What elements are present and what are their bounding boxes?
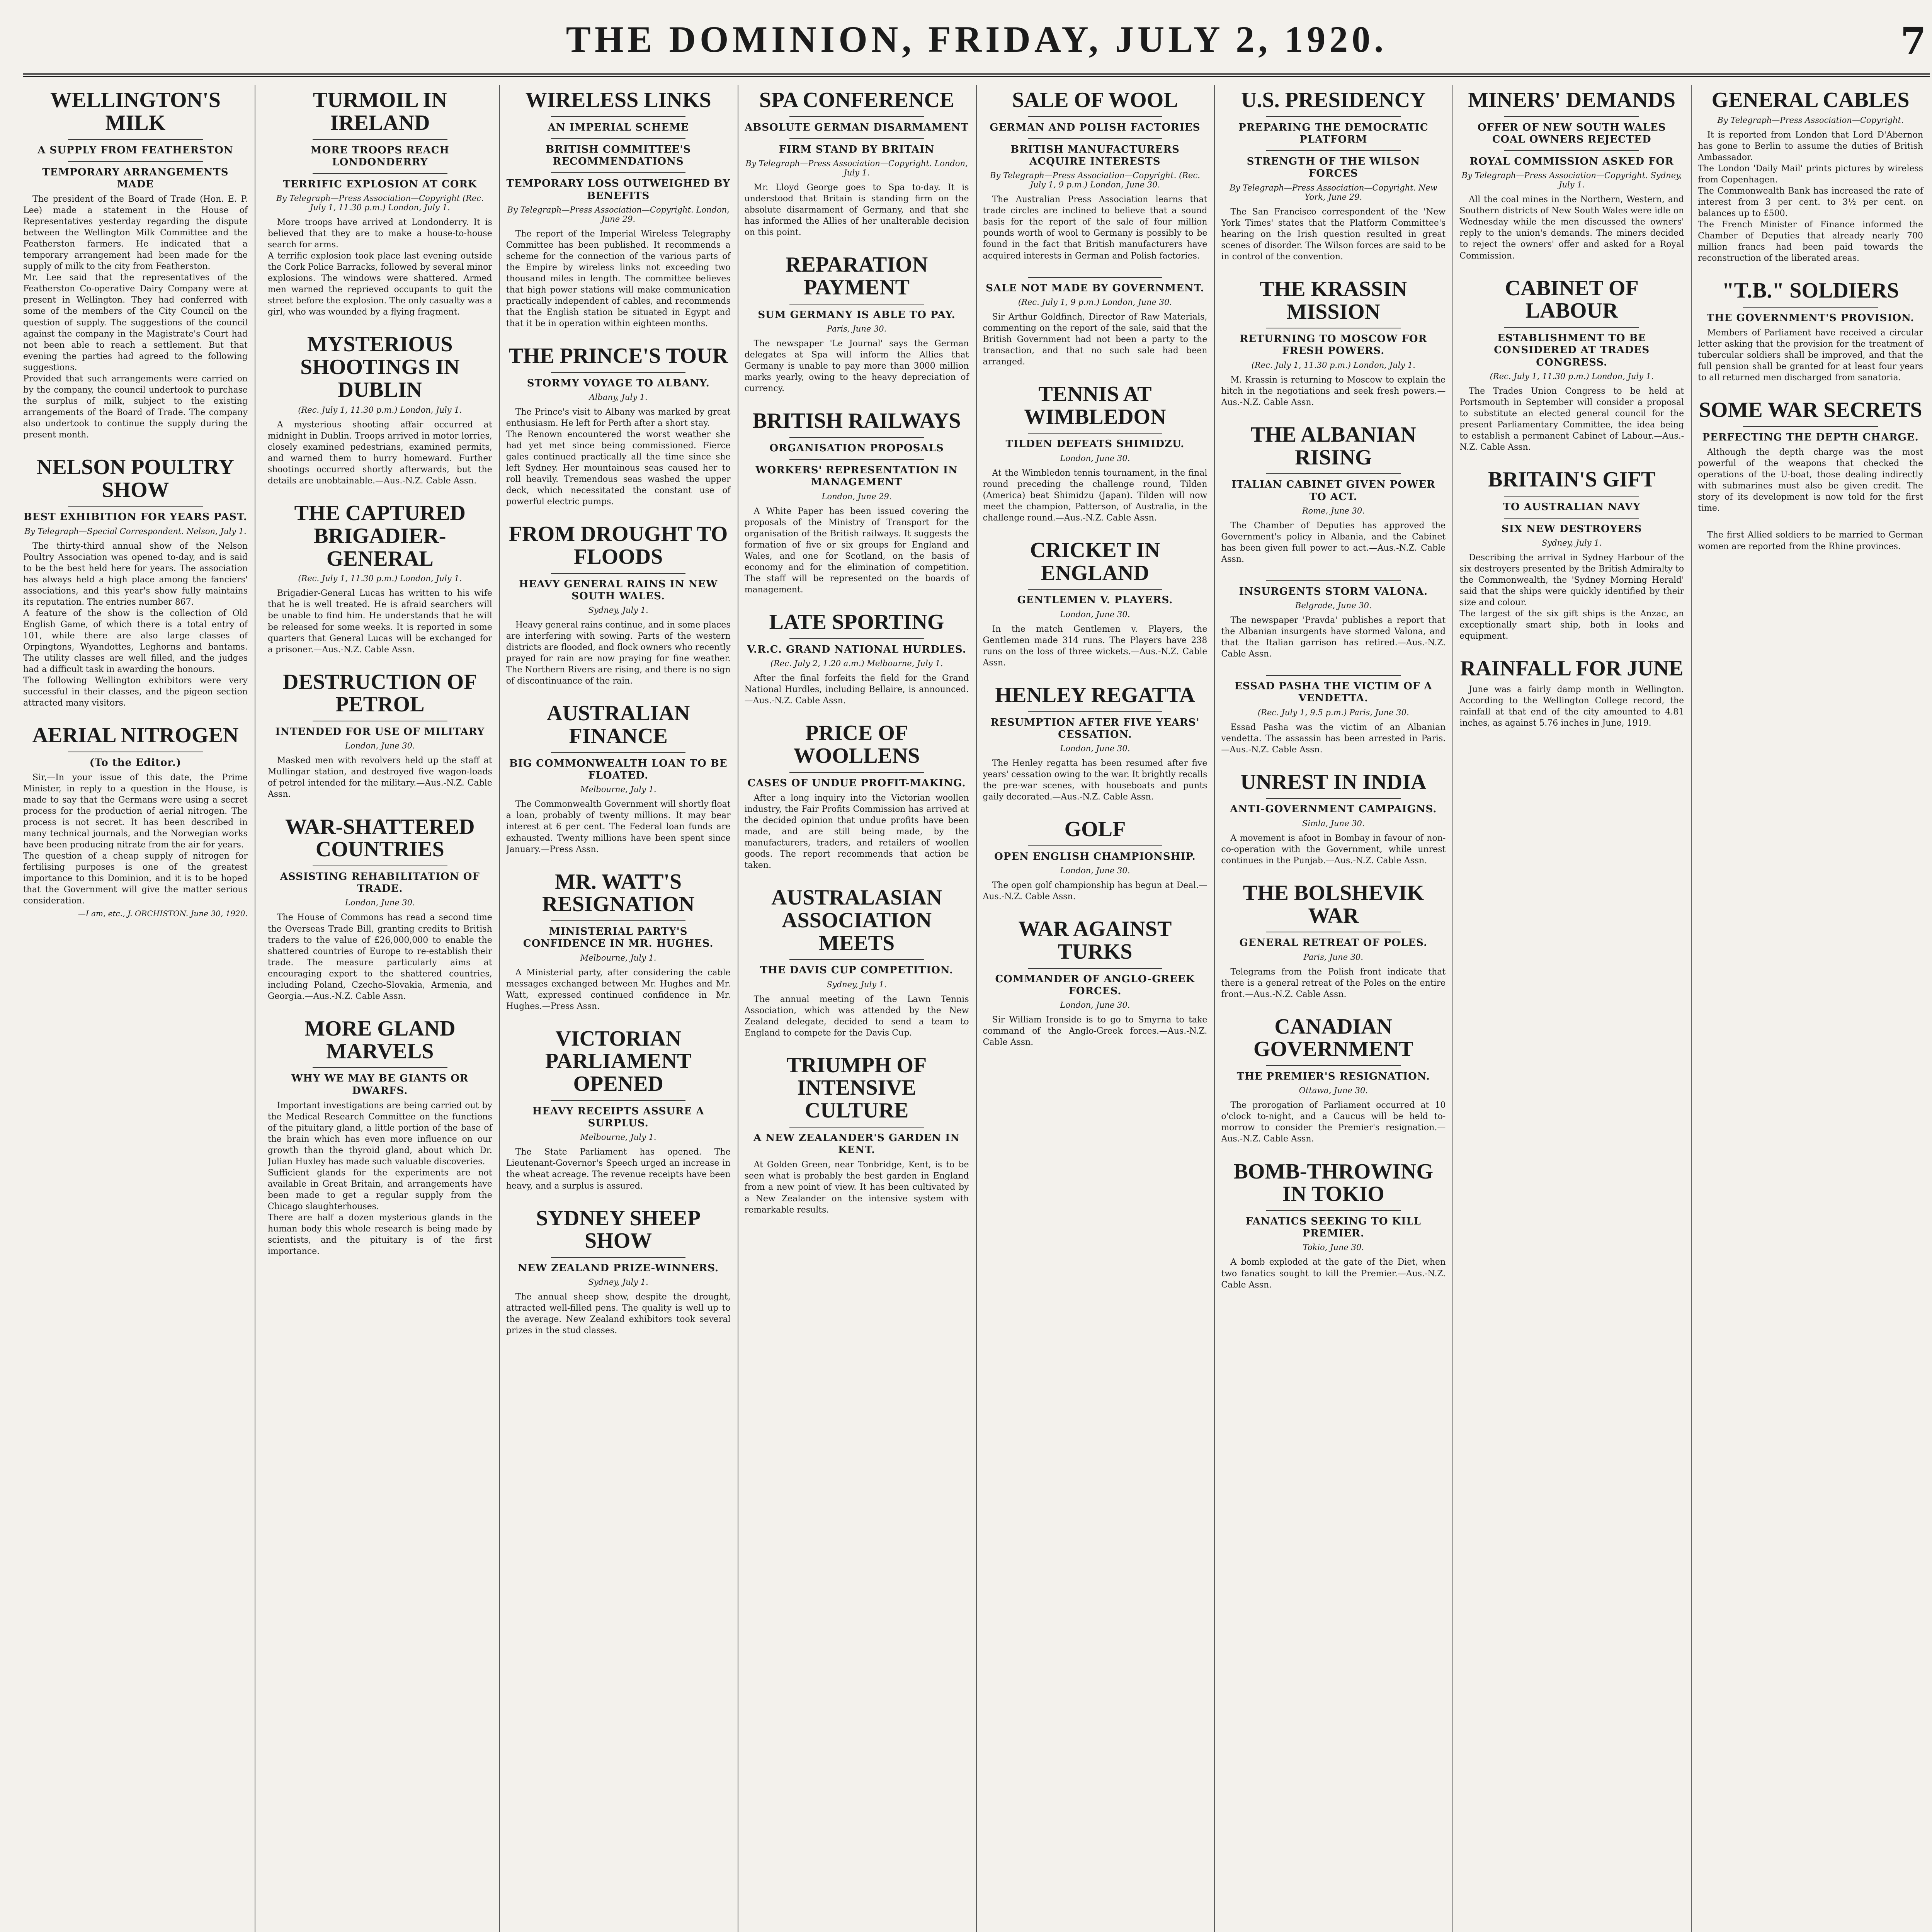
divider (1028, 277, 1163, 278)
article (1459, 657, 1684, 729)
article-body: The San Francisco correspondent of the 'New York Times' states that the Platform Committee's hearing on the Irish question resulted in great scenes of disorder. The Wilson forces are said to be in control of the convention. (1221, 207, 1446, 262)
article-byline: Rome, June 30. (1302, 506, 1365, 515)
article (745, 722, 969, 871)
article-subheading: TO AUSTRALIAN NAVY (1503, 501, 1641, 513)
article-body: The president of the Board of Trade (Hon. E. P. Lee) made a statement in the House of Representatives yesterday regarding the dispute between the Wellington Milk Committee and the Featherston farmers. He indicated that a temporary arrangement had been made for the supply of milk to the city from Featherston. Mr. Lee said that the representatives of the Featherston Co-operative Dairy Company were at present in Wellington. They had conferred with some of the members of the City Council on the question of supply. The suggestions of the council against the company in the Magistrate's Court had not been able to reach a settlement. But that evening the parties had agreed to the following suggestions. Provided that such arrangements were carried on by the company, the council undertook to purchase the surplus of milk, subject to the existing arrangements of the Board of Trade. The company also undertook to continue the supply during the present month. (23, 194, 248, 440)
divider (1028, 433, 1163, 434)
article-headline: CANADIAN GOVERNMENT (1253, 1014, 1413, 1061)
article-body: In the match Gentlemen v. Players, the Gentlemen made 314 runs. The Players have 238 runs on the loss of three wickets.—Aus.-N.Z. Cable Assn. (983, 624, 1208, 668)
article (745, 886, 969, 1039)
article-subheading: A SUPPLY FROM FEATHERSTON (37, 144, 233, 156)
article-byline: (Rec. July 1, 9 p.m.) London, June 30. (1018, 297, 1172, 307)
article-byline: By Telegraph—Press Association—Copyright. London, July 1. (745, 159, 968, 178)
article-body: June was a fairly damp month in Wellington. According to the Wellington College record, the rainfall at that end of the city amounted to 4.81 inches, as against 5.76 inches in June, 1919. (1459, 685, 1684, 728)
article (506, 702, 731, 855)
article-body: Although the depth charge was the most powerful of the weapons that checked the operations of the U-boat, those dealing indirectly with submarines must also be given credit. The story of its development is now told for the first time. (1698, 447, 1923, 514)
article-body: At the Wimbledon tennis tournament, in the final round preceding the challenge round, Tilden (America) beat Shimidzu (Japan). Tilden will now meet the champion, Patterson, of Australia, in the challenge round.—Aus.-N.Z. Cable Assn. (983, 468, 1208, 523)
article-body: The open golf championship has begun at Deal.—Aus.-N.Z. Cable Assn. (983, 881, 1208, 902)
article-byline: By Telegraph—Press Association—Copyright. (1717, 115, 1904, 125)
divider (551, 1100, 686, 1101)
column-6 (1221, 85, 1453, 1932)
article (506, 89, 731, 329)
article-subheading: BRITISH MANUFACTURERS ACQUIRE INTERESTS (1010, 143, 1180, 168)
article-byline: By Telegraph—Special Correspondent. Nelson, July 1. (24, 526, 247, 536)
divider (1266, 580, 1401, 581)
article-byline: By Telegraph—Press Association—Copyright. (Rec. July 1, 9 p.m.) London, June 30. (990, 171, 1200, 190)
divider (789, 772, 924, 773)
article-headline: BRITISH RAILWAYS (752, 409, 961, 433)
divider (551, 116, 686, 117)
article-body: The annual meeting of the Lawn Tennis Association, which was attended by the New Zealand delegate, decided to send a team to England to compete for the Davis Cup. (744, 994, 969, 1038)
article-body: Essad Pasha was the victim of an Albanian vendetta. The assassin has been arrested in Paris.—Aus.-N.Z. Cable Assn. (1221, 722, 1446, 755)
article-body: A bomb exploded at the gate of the Diet, when two fanatics sought to kill the Premier.—Aus.-N.Z. Cable Assn. (1221, 1257, 1446, 1290)
article-byline: (Rec. July 1, 11.30 p.m.) London, July 1. (298, 574, 462, 583)
divider (1028, 116, 1163, 117)
article (268, 502, 492, 655)
article-body: The thirty-third annual show of the Nelson Poultry Association was opened to-day, and is said to be the best held here for years. The association has always held a high place among the fanciers' associations, and this year's show fully maintains its reputation. The entries number 867. A feature of the show is the collection of Old English Game, of which there is a total entry of 101, while there are also large classes of Orpingtons, Wyandottes, Leghorns and bantams. The utility classes are well filled, and the judges had a difficult task in awarding the honours. The following Wellington exhibitors were very successful in their classes, and the pigeon section attracted many visitors. (23, 541, 248, 708)
article-byline: Sydney, July 1. (588, 1277, 648, 1287)
article-body: Describing the arrival in Sydney Harbour of the six destroyers presented by the British Admiralty to the Commonwealth, the 'Sydney Morning Herald' said that the ships were quickly identified by their size and colour. The largest of the six gift ships is the Anzac, an exceptionally smart ship, both in looks and equipment. (1459, 553, 1684, 641)
article-byline: London, June 30. (1060, 453, 1130, 463)
divider (789, 437, 924, 438)
article (1698, 89, 1923, 264)
article (506, 1207, 731, 1337)
article-headline: AERIAL NITROGEN (32, 723, 239, 748)
article-byline: By Telegraph—Press Association—Copyright (Rec. July 1, 11.30 p.m.) London, July 1. (276, 194, 484, 213)
columns-container (23, 85, 1930, 1932)
article-body: The Chamber of Deputies has approved the Government's policy in Albania, and the Cabinet has been given full power to act.—Aus.-N.Z. Cable Assn. (1221, 520, 1446, 564)
article-subheading: ROYAL COMMISSION ASKED FOR (1469, 156, 1674, 168)
article-subheading: INSURGENTS STORM VALONA. (1239, 585, 1428, 597)
article-body: More troops have arrived at Londonderry. It is believed that they are to make a house-to-house search for arms. A terrific explosion took place last evening outside the Cork Police Barracks, followed by several minor explosions. The windows were shattered. Armed men warned the reprieved occupants to quit the street before the explosion. The only casualty was a girl, who was wounded by a flying fragment. (267, 218, 492, 317)
article-subheading: THE GOVERNMENT'S PROVISION. (1706, 312, 1915, 324)
article-headline: UNREST IN INDIA (1240, 770, 1427, 794)
article (1221, 580, 1446, 660)
article-body: The House of Commons has read a second time the Overseas Trade Bill, granting credits to British traders to the value of £26,000,000 to enable the shattered countries of Europe to re-establish their trade. The measure particularly aims at encouraging export to the shattered countries, including Poland, Czecho-Slovakia, Armenia, and Georgia.—Aus.-N.Z. Cable Assn. (267, 913, 492, 1001)
article-byline: Tokio, June 30. (1303, 1243, 1364, 1252)
article-subheading: THE PREMIER'S RESIGNATION. (1236, 1071, 1430, 1083)
column-5 (983, 85, 1215, 1932)
article-byline: (Rec. July 1, 11.30 p.m.) London, July 1. (298, 405, 462, 415)
article-body: It is reported from London that Lord D'Abernon has gone to Berlin to assume the duties of British Ambassador. The London 'Daily Mail' prints pictures by wireless from Copenhagen. The Commonwealth Bank has increased the rate of interest from 3 per cent. to 3½ per cent. on balances up to £500. The French Minister of Finance informed the Chamber of Deputies that already nearly 700 million francs had been paid towards the reconstruction of the liberated areas. (1698, 130, 1923, 264)
column-2 (268, 85, 500, 1932)
article (268, 89, 492, 318)
article-subheading: MORE TROOPS REACH LONDONDERRY (310, 144, 450, 168)
article-byline: Simla, June 30. (1302, 818, 1365, 828)
divider (1504, 116, 1639, 117)
article (23, 89, 248, 440)
divider (789, 138, 924, 139)
article-byline: Paris, June 30. (827, 324, 887, 334)
divider (68, 161, 203, 162)
article-body: All the coal mines in the Northern, Western, and Southern districts of New South Wales were idle on Wednesday while the men discussed the owners' reply to the union's demands. The miners decided to reject the owners' offer and asked for a Royal Commission. (1459, 195, 1684, 261)
article (268, 333, 492, 486)
article-byline: London, June 30. (345, 741, 415, 751)
article-subheading: A NEW ZEALANDER'S GARDEN IN KENT. (753, 1132, 960, 1156)
article-headline: MORE GLAND MARVELS (304, 1016, 456, 1063)
article-headline: CRICKET IN ENGLAND (1030, 538, 1160, 585)
article-body: Mr. Lloyd George goes to Spa to-day. It is understood that Britain is standing firm on the absolute disarmament of Germany, and that she has informed the Allies of her unalterable decision on this point. (744, 183, 969, 238)
article-byline: By Telegraph—Press Association—Copyright. London, June 29. (507, 205, 730, 224)
article-byline: (Rec. July 1, 11.30 p.m.) London, July 1. (1490, 371, 1654, 381)
article-subheading: ESSAD PASHA THE VICTIM OF A VENDETTA. (1235, 680, 1432, 704)
article (1459, 89, 1684, 262)
article (1221, 675, 1446, 755)
article-subheading: FANATICS SEEKING TO KILL PREMIER. (1245, 1216, 1421, 1240)
article-headline: LATE SPORTING (769, 610, 944, 634)
article-subheading: OPEN ENGLISH CHAMPIONSHIP. (994, 850, 1196, 862)
article-subheading: SIX NEW DESTROYERS (1501, 523, 1642, 535)
article (745, 89, 969, 238)
article (1698, 529, 1923, 552)
article-byline: London, June 30. (1060, 609, 1130, 619)
article (1459, 277, 1684, 453)
article (983, 383, 1208, 524)
article-body: Brigadier-General Lucas has written to his wife that he is well treated. He is afraid searchers will be unable to find him. He understands that he will be released for some weeks. It is reported in some quarters that General Lucas will be exchanged for a prisoner.—Aus.-N.Z. Cable Assn. (267, 588, 492, 655)
article-headline: VICTORIAN PARLIAMENT OPENED (545, 1026, 692, 1096)
article-headline: PRICE OF WOOLLENS (793, 721, 920, 768)
article-headline: THE BOLSHEVIK WAR (1243, 881, 1424, 928)
article-body: The Henley regatta has been resumed after five years' cessation owing to the war. It brightly recalls the pre-war scenes, with houseboats and punts gaily decorated.—Aus.-N.Z. Cable Assn. (983, 758, 1208, 802)
article (983, 684, 1208, 803)
article-headline: TURMOIL IN IRELAND (313, 88, 447, 135)
divider (68, 506, 203, 507)
article-body: M. Krassin is returning to Moscow to explain the hitch in the negotiations and seek fresh powers.—Aus.-N.Z. Cable Assn. (1221, 375, 1446, 407)
article-headline: FROM DROUGHT TO FLOODS (509, 522, 728, 569)
divider (789, 459, 924, 460)
article (983, 277, 1208, 367)
article-subheading: BEST EXHIBITION FOR YEARS PAST. (23, 511, 248, 523)
article-body: The annual sheep show, despite the drought, attracted well-filled pens. The quality is well up to the average. New Zealand exhibitors took several prizes in the stud classes. (506, 1292, 731, 1336)
article-subheading: WHY WE MAY BE GIANTS OR DWARFS. (291, 1073, 469, 1097)
article-subheading: V.R.C. GRAND NATIONAL HURDLES. (747, 643, 966, 655)
divider (1504, 518, 1639, 519)
divider (551, 920, 686, 921)
article-body: The newspaper 'Le Journal' says the German delegates at Spa will inform the Allies that Germany is unable to pay more than 3000 million marks yearly, owing to the heavy depreciation of currency. (744, 339, 969, 394)
article (1221, 1015, 1446, 1145)
article (1221, 882, 1446, 1000)
article-byline: Sydney, July 1. (588, 605, 648, 615)
article-subheading: HEAVY GENERAL RAINS IN NEW SOUTH WALES. (519, 578, 718, 602)
article (268, 1017, 492, 1257)
article-byline: Belgrade, June 30. (1295, 601, 1372, 611)
article-body: A White Paper has been issued covering the proposals of the Ministry of Transport for the organisation of the British railways. It suggests the formation of five or six groups for England and Wales, and one for Scotland, on the basis of economy and for the elimination of competition. The staff will be represented on the boards of management. (744, 506, 969, 595)
article-body: At Golden Green, near Tonbridge, Kent, is to be seen what is probably the best garden in England from a new point of view. It has been cultivated by a New Zealander on the intensive system with remarkable results. (744, 1160, 969, 1215)
article (1221, 771, 1446, 866)
article-subheading: NEW ZEALAND PRIZE-WINNERS. (518, 1262, 719, 1274)
divider (1028, 845, 1163, 846)
article-subheading: GERMAN AND POLISH FACTORIES (990, 121, 1201, 133)
article-subheading: RETURNING TO MOSCOW FOR FRESH POWERS. (1240, 333, 1427, 357)
article-headline: THE PRINCE'S TOUR (509, 344, 728, 368)
divider (551, 172, 686, 173)
article-byline: London, June 30. (1060, 743, 1130, 753)
divider (1266, 116, 1401, 117)
article (745, 410, 969, 595)
article-byline: Sydney, July 1. (1542, 538, 1602, 548)
article (983, 818, 1208, 902)
article-body: After the final forfeits the field for the Grand National Hurdles, including Bellaire, is announced.—Aus.-N.Z. Cable Assn. (744, 673, 969, 706)
article-subheading: GENERAL RETREAT OF POLES. (1239, 937, 1428, 949)
article-headline: GOLF (1064, 817, 1126, 842)
article-body: The Commonwealth Government will shortly float a loan, probably of twenty millions. It may bear interest at 6 per cent. The Federal loan funds are exhausted. Twenty millions have been spent since January.—Press Assn. (506, 799, 731, 854)
divider (1028, 968, 1163, 969)
article-byline: Albany, July 1. (589, 393, 648, 402)
article-body: The first Allied soldiers to be married to German women are reported from the Rhine provinces. (1698, 530, 1923, 551)
article (1459, 468, 1684, 642)
divider (551, 752, 686, 753)
divider (1504, 496, 1639, 497)
divider (1743, 307, 1878, 308)
article-subheading: THE DAVIS CUP COMPETITION. (760, 964, 954, 976)
article-body: A Ministerial party, after considering the cable messages exchanged between Mr. Hughes and Mr. Watt, expressed continued confidence in Mr. Hughes.—Press Assn. (506, 968, 731, 1011)
article-headline: BRITAIN'S GIFT (1488, 467, 1656, 492)
article-byline: Sydney, July 1. (827, 980, 887, 989)
article-headline: AUSTRALIAN FINANCE (547, 701, 690, 748)
article-subheading: GENTLEMEN V. PLAYERS. (1017, 594, 1173, 606)
article-subheading: TEMPORARY ARRANGEMENTS MADE (42, 166, 229, 190)
article-headline: DESTRUCTION OF PETROL (283, 670, 477, 717)
article-headline: WAR AGAINST TURKS (1018, 917, 1172, 964)
divider (1266, 1065, 1401, 1066)
article-byline: Melbourne, July 1. (580, 785, 656, 794)
divider (551, 573, 686, 574)
article-subheading: TERRIFIC EXPLOSION AT CORK (283, 178, 477, 190)
newspaper-page (23, 15, 1930, 1932)
article-byline: Melbourne, July 1. (580, 1133, 656, 1142)
article (23, 456, 248, 709)
article-body: Important investigations are being carried out by the Medical Research Committee on the functions of the pituitary gland, a little portion of the base of the brain which has even more influence on our growth than the thyroid gland, about which Dr. Julian Huxley has made such valuable discoveries. Sufficient glands for the experiments are not available in Great Britain, and arrangements have been made to get a regular supply from the Chicago slaughterhouses. There are half a dozen mysterious glands in the human body this whole research is being made by scientists, and the pituitary is of the first importance. (267, 1100, 492, 1257)
article-byline: London, June 30. (1060, 866, 1130, 876)
article (506, 345, 731, 507)
article-body: The prorogation of Parliament occurred at 10 o'clock to-night, and a Caucus will be held to-morrow to consider the Premier's resignation.—Aus.-N.Z. Cable Assn. (1221, 1100, 1446, 1144)
article-headline: WELLINGTON'S MILK (50, 88, 221, 135)
page-number: 7 (1900, 19, 1926, 63)
article-subheading: BRITISH COMMITTEE'S RECOMMENDATIONS (546, 143, 691, 168)
article-byline: London, June 29. (821, 492, 892, 501)
divider (1743, 426, 1878, 427)
article-subheading: SUM GERMANY IS ABLE TO PAY. (758, 309, 956, 321)
divider (1028, 711, 1163, 712)
article-byline: London, June 30. (345, 898, 415, 908)
article-headline: MINERS' DEMANDS (1468, 88, 1676, 112)
divider (1266, 675, 1401, 676)
divider (789, 638, 924, 639)
article-subheading: HEAVY RECEIPTS ASSURE A SURPLUS. (532, 1105, 704, 1129)
article (1221, 278, 1446, 408)
column-4 (745, 85, 977, 1932)
article-subheading: WORKERS' REPRESENTATION IN MANAGEMENT (755, 464, 958, 488)
article (745, 611, 969, 706)
divider (313, 139, 447, 140)
divider (789, 116, 924, 117)
article-byline: By Telegraph—Press Association—Copyright. Sydney, July 1. (1461, 171, 1682, 190)
divider (1028, 138, 1163, 139)
article-byline: Melbourne, July 1. (580, 953, 656, 963)
article-headline: THE ALBANIAN RISING (1250, 422, 1416, 469)
article (745, 253, 969, 394)
divider (551, 372, 686, 373)
article-headline: SYDNEY SHEEP SHOW (536, 1206, 701, 1253)
column-1 (23, 85, 255, 1932)
article (1698, 399, 1923, 514)
article-subheading: STRENGTH OF THE WILSON FORCES (1247, 156, 1420, 180)
article (506, 1027, 731, 1192)
article-subheading: PERFECTING THE DEPTH CHARGE. (1702, 432, 1919, 444)
divider (1504, 150, 1639, 151)
article-headline: THE CAPTURED BRIGADIER-GENERAL (294, 501, 466, 571)
article-body: The report of the Imperial Wireless Telegraphy Committee has been published. It recommends a scheme for the connection of the various parts of the Empire by wireless links not exceeding two thousand miles in length. The committee believes that high power stations will make communication practically independent of cables, and recommends that the English station be situated in Egypt and that it be in operation within eighteen months. (506, 229, 731, 328)
article-body: Members of Parliament have received a circular letter asking that the provision for the treatment of tubercular soldiers shall be improved, and that the full pension shall be granted for at least four years to all returned men discharged from sanatoria. (1698, 328, 1923, 383)
article-subheading: COMMANDER OF ANGLO-GREEK FORCES. (995, 973, 1195, 997)
article-subheading: CASES OF UNDUE PROFIT-MAKING. (747, 777, 966, 789)
article-headline: NELSON POULTRY SHOW (36, 455, 234, 502)
column-8 (1698, 85, 1930, 1932)
article-headline: "T.B." SOLDIERS (1722, 279, 1899, 303)
article-byline: Paris, June 30. (1303, 952, 1364, 962)
article-headline: U.S. PRESIDENCY (1241, 88, 1426, 112)
article-byline: (Rec. July 1, 9.5 p.m.) Paris, June 30. (1257, 707, 1409, 717)
article (1221, 423, 1446, 565)
article (506, 871, 731, 1012)
article-subheading: TEMPORARY LOSS OUTWEIGHED BY BENEFITS (506, 178, 730, 202)
article (268, 816, 492, 1002)
article-body: The State Parliament has opened. The Lieutenant-Governor's Speech urged an increase in the wheat acreage. The revenue receipts have been heavy, and a surplus is assured. (506, 1147, 731, 1191)
article (983, 539, 1208, 668)
article-body: The Australian Press Association learns that trade circles are inclined to believe that a sound basis for the report of the sale of four million pounds worth of wool to Germany is possibly to be found in the fact that British manufacturers have acquired interests in German and Polish factories. (983, 195, 1208, 261)
article-body: After a long inquiry into the Victorian woollen industry, the Fair Profits Commission has arrived at the decided opinion that undue profits have been made, and are still being made, by the manufacturers, traders, and retailers of woollen goods. The report recommends that action be taken. (744, 793, 969, 870)
divider (551, 1257, 686, 1258)
article-subheading: OFFER OF NEW SOUTH WALES COAL OWNERS REJECTED (1477, 121, 1666, 145)
divider (1266, 798, 1401, 799)
article-body: Heavy general rains continue, and in some places are interfering with sowing. Parts of the western districts are flooded, and flock owners who recently prayed for rain are now praying for fine weather. The Northern Rivers are rising, and there is no sign of discontinuance of the rain. (506, 620, 731, 686)
article-headline: TENNIS AT WIMBLEDON (1024, 382, 1166, 429)
masthead-title: THE DOMINION, FRIDAY, JULY 2, 1920. (566, 19, 1388, 60)
divider (313, 1067, 447, 1068)
article (745, 1054, 969, 1216)
article (268, 671, 492, 800)
article-subheading: ASSISTING REHABILITATION OF TRADE. (280, 871, 480, 895)
article-subheading: ORGANISATION PROPOSALS (769, 442, 944, 454)
article-headline: THE KRASSIN MISSION (1260, 277, 1407, 324)
divider (1504, 327, 1639, 328)
article-headline: SOME WAR SECRETS (1699, 398, 1922, 422)
divider (1028, 589, 1163, 590)
article-body: The newspaper 'Pravda' publishes a report that the Albanian insurgents have stormed Valona, and that the Italian garrison has retired.—Aus.-N.Z. Cable Assn. (1221, 616, 1446, 659)
article (1698, 279, 1923, 383)
article-body: Telegrams from the Polish front indicate that there is a general retreat of the Poles on the entire front.—Aus.-N.Z. Cable Assn. (1221, 967, 1446, 999)
article-body: Sir Arthur Goldfinch, Director of Raw Materials, commenting on the report of the sale, said that the British Government had not been a party to the transaction, and that no such sale had been arranged. (983, 312, 1208, 367)
divider (1266, 150, 1401, 151)
article (983, 89, 1208, 262)
divider (1266, 473, 1401, 474)
article-body: A movement is afoot in Bombay in favour of non-co-operation with the Government, while unrest continues in the Punjab.—Aus.-N.Z. Cable Assn. (1221, 833, 1446, 866)
article-body: The Trades Union Congress to be held at Portsmouth in September will consider a proposal to substitute an elected general council for the present Parliamentary Committee, the idea being to establish a permanent Cabinet of Labour.—Aus.-N.Z. Cable Assn. (1459, 386, 1684, 452)
column-3 (506, 85, 738, 1932)
divider (789, 1127, 924, 1128)
divider (551, 138, 686, 139)
article-byline: Ottawa, June 30. (1299, 1086, 1368, 1095)
article-subheading: BIG COMMONWEALTH LOAN TO BE FLOATED. (509, 758, 728, 782)
article-subheading: ESTABLISHMENT TO BE CONSIDERED AT TRADES CONGRESS. (1494, 332, 1650, 368)
article-subheading: FIRM STAND BY BRITAIN (779, 143, 935, 155)
masthead (23, 15, 1930, 77)
article (1221, 89, 1446, 262)
divider (1266, 1210, 1401, 1211)
divider (313, 173, 447, 174)
article (1221, 1160, 1446, 1291)
article-signature: —I am, etc., J. ORCHISTON. June 30, 1920. (78, 909, 248, 918)
article-headline: SPA CONFERENCE (759, 88, 954, 112)
article-subheading: INTENDED FOR USE OF MILITARY (275, 726, 485, 738)
article-headline: HENLEY REGATTA (995, 683, 1195, 707)
article-subheading: RESUMPTION AFTER FIVE YEARS' CESSATION. (990, 716, 1200, 740)
article-headline: SALE OF WOOL (1012, 88, 1178, 112)
divider (68, 139, 203, 140)
article (983, 918, 1208, 1048)
article-body: Masked men with revolvers held up the staff at Mullingar station, and destroyed five wagon-loads of petrol intended for the military.—Aus.-N.Z. Cable Assn. (267, 756, 492, 799)
article-headline: RAINFALL FOR JUNE (1460, 656, 1684, 681)
article-body: The Prince's visit to Albany was marked by great enthusiasm. He left for Perth after a short stay. The Renown encountered the worst weather she had yet met since being commissioned. Fierce gales continued practically all the time since she left Sydney. Her mountainous seas caused her to roll heavily. Tremendous seas washed the upper deck, which necessitated the constant use of powerful electric pumps. (506, 407, 731, 507)
article (23, 724, 248, 918)
article-byline: (Rec. July 1, 11.30 p.m.) London, July 1. (1251, 360, 1415, 370)
article-headline: MR. WATT'S RESIGNATION (542, 869, 695, 917)
article-subheading: ITALIAN CABINET GIVEN POWER TO ACT. (1231, 479, 1435, 503)
divider (789, 959, 924, 960)
article-subheading: SALE NOT MADE BY GOVERNMENT. (986, 282, 1204, 294)
article-body: Sir,—In your issue of this date, the Prime Minister, in reply to a question in the House, is made to say that the Germans were using a secret process for the production of aerial nitrogen. The process is not secret. It has been described in many technical journals, and the Norwegian works have been producing nitrate from the air for years. The question of a cheap supply of nitrogen for fertilising purposes is one of the greatest importance to this Dominion, and it is to be hoped that the Government will give the matter serious consideration. (23, 773, 248, 906)
article-headline: WAR-SHATTERED COUNTRIES (285, 815, 475, 862)
article-body: A mysterious shooting affair occurred at midnight in Dublin. Troops arrived in motor lorries, closely examined pedestrians, examined permits, and warned them to hurry homeward. Further shootings occurred shortly afterwards, but the details are unobtainable.—Aus.-N.Z. Cable Assn. (267, 420, 492, 486)
column-7 (1459, 85, 1692, 1932)
article (506, 523, 731, 687)
article-headline: CABINET OF LABOUR (1505, 276, 1639, 323)
article-headline: TRIUMPH OF INTENSIVE CULTURE (786, 1053, 927, 1123)
article-headline: GENERAL CABLES (1711, 88, 1910, 112)
article-headline: WIRELESS LINKS (525, 88, 711, 112)
article-subheading: AN IMPERIAL SCHEME (548, 121, 689, 133)
article-subheading: PREPARING THE DEMOCRATIC PLATFORM (1238, 121, 1429, 145)
article-subheading: ABSOLUTE GERMAN DISARMAMENT (745, 121, 969, 133)
article-byline: By Telegraph—Press Association—Copyright. New York, June 29. (1229, 183, 1437, 202)
article-subheading: ANTI-GOVERNMENT CAMPAIGNS. (1230, 803, 1437, 815)
article-subheading: (To the Editor.) (89, 757, 182, 769)
article-byline: (Rec. July 2, 1.20 a.m.) Melbourne, July 1. (770, 658, 943, 668)
article-subheading: STORMY VOYAGE TO ALBANY. (527, 377, 710, 389)
article-headline: MYSTERIOUS SHOOTINGS IN DUBLIN (300, 332, 460, 402)
article-subheading: MINISTERIAL PARTY'S CONFIDENCE IN MR. HUGHES. (523, 926, 714, 950)
article-headline: AUSTRALASIAN ASSOCIATION MEETS (771, 885, 942, 955)
article-subheading: TILDEN DEFEATS SHIMIDZU. (1005, 438, 1185, 450)
article-headline: REPARATION PAYMENT (785, 253, 928, 300)
article-body: Sir William Ironside is to go to Smyrna to take command of the Anglo-Greek forces.—Aus.-N.Z. Cable Assn. (983, 1015, 1208, 1048)
article-byline: London, June 30. (1060, 1000, 1130, 1010)
article-headline: BOMB-THROWING IN TOKIO (1233, 1159, 1434, 1206)
